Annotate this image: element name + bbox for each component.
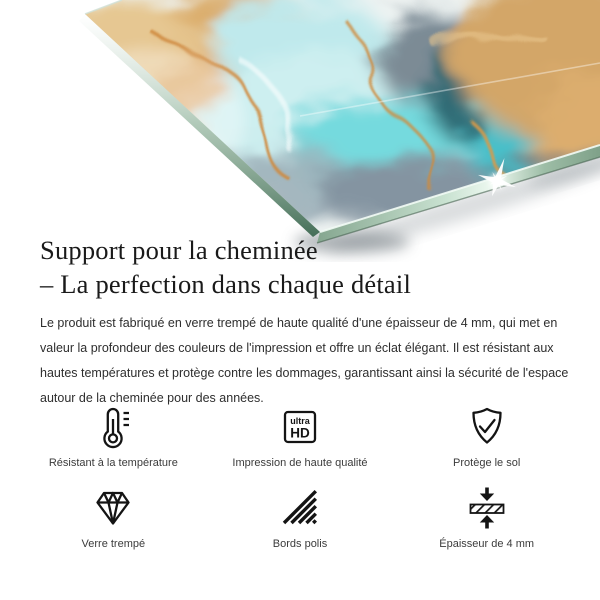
diamond-icon [91,484,135,532]
feature-floor-protection [393,403,580,469]
feature-temperature [20,403,207,469]
polished-edges-icon [278,484,322,532]
thermometer-icon [91,403,135,451]
page-title-line1: Support pour la cheminée [40,235,318,265]
svg-text:HD: HD [290,425,310,441]
feature-label: Bords polis [272,538,328,550]
product-image-glass-panel [0,0,600,262]
thickness-icon [465,484,509,532]
feature-polished-edges [207,484,394,550]
page-title-line2: – La perfection dans chaque détail [40,269,412,299]
feature-label: Résistant à la température [48,457,178,469]
features-grid [20,403,580,550]
feature-thickness [393,484,580,550]
feature-label: Épaisseur de 4 mm [439,538,535,550]
feature-print-quality [207,403,394,469]
feature-label: Impression de haute qualité [232,457,368,469]
product-description: Le produit est fabriqué en verre trempé de haute qualité d'une épaisseur de 4 mm, qui met en valeur la profondeur des couleurs de l'impression et offre un éclat élégant. Il est résistant aux hautes températures et protège contre les dommages, garantissant ainsi la sécurité de l'espace autour de la cheminée pour des années. [40,316,569,405]
feature-label: Protège le sol [453,457,521,469]
shield-check-icon [465,403,509,451]
svg-text:ultra: ultra [290,416,310,426]
feature-label: Verre trempé [81,538,146,550]
page-title [40,233,570,301]
feature-tempered-glass [20,484,207,550]
ultra-hd-icon [278,403,322,451]
